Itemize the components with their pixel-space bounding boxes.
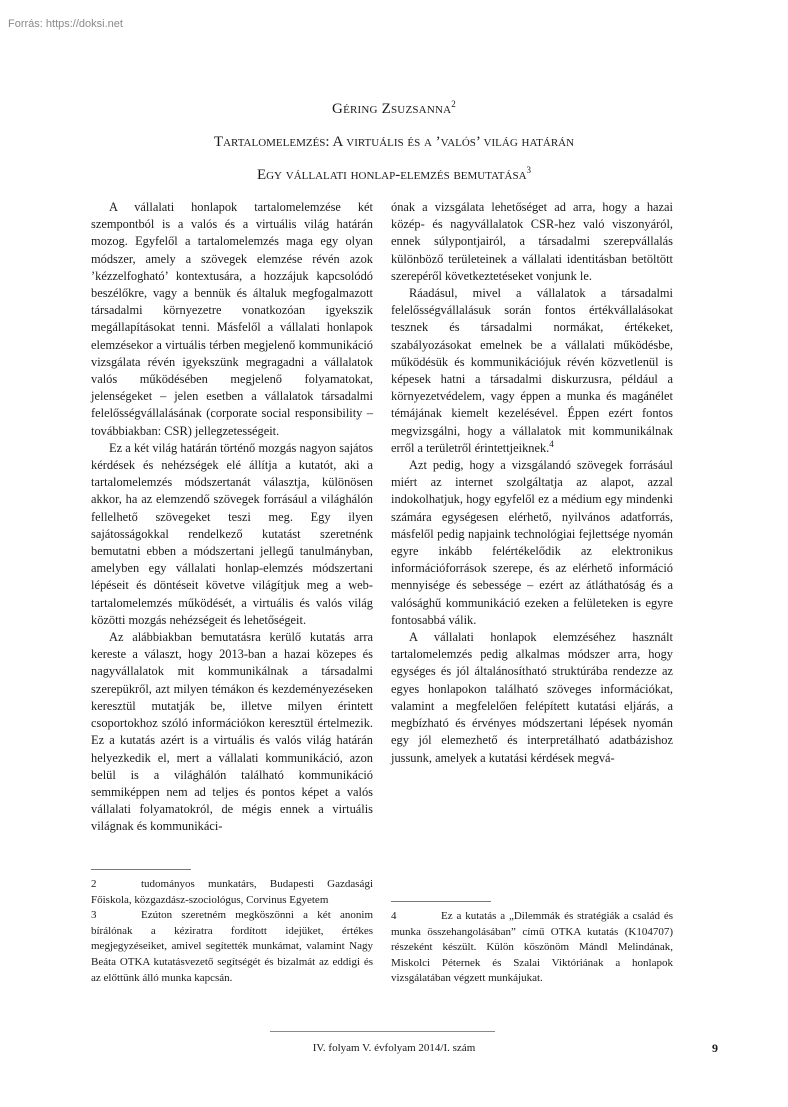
right-column [391,199,673,767]
footnotes-right [391,909,673,987]
footer-divider [270,1031,495,1032]
subtitle-note-marker: 3 [526,165,532,175]
journal-footer: IV. folyam V. évfolyam 2014/I. szám [312,1042,476,1054]
page-number: 9 [712,1041,718,1055]
footnote-4-number: 4 [391,910,397,922]
right-paragraph-4: A vállalati honlapok elemzéséhez használt tartalomelemzés pedig alkalmas módszer arra, hogy egységes és jól általánosítható struktúrába rendezze az egyes honlapokon található szöveges információkat, valamint a megfelelően felépített kutatási eljárás, a megbízható és érvényes módszertani lépések nyomán egy jól elemezhető és interpretálható adatbázishoz jussunk, amelyek a kutatási kérdések megvá- [391,630,673,765]
right-paragraph-1: ónak a vizsgálata lehetőséget ad arra, hogy a hazai közép- és nagyvállalatok CSR-hez való viszonyáról, ennek súlypontjairól, a társadalmi szerepvállalás különböző területeinek a vállalati identitásban betöltött szerepéről következtetéseket vonjunk le. [391,200,673,283]
footnote-divider-left [91,869,191,870]
author-name: Géring Zsuzsanna$^2$ [332,99,456,117]
article-title: Tartalomelemzés: A virtuális és a ’valós’ világ határán [213,134,575,150]
footnote-4: 4 Ez a kutatás a „Dilemmák és stratégiák a család és munka összehangolásában” című OTKA kutatás (K104707) részeként készült. Külön köszönöm Mándl Melindának, Miskolci Péternek és Szalai Viktóriának a honlapok vizsgálatában végzett munkájukat. [391,910,673,985]
article-subtitle: Egy vállalati honlap-elemzés bemutatása$^3$ [256,165,532,183]
left-column [91,199,373,836]
footnotes-left [91,877,373,986]
source-label: Forrás: https://doksi.net [8,18,123,30]
left-paragraph-3: Az alábbiakban bemutatásra kerülő kutatás arra kereste a választ, hogy 2013-ban a hazai közepes és nagyvállalatok mit kommunikálnak a társadalmi szerepükről, azt milyen témákon és kezdeményezéseken keresztül mutatják be, illetve milyen érintett csoportokhoz szóló információkon keresztül értelmezik. Ez a kutatás azért is a virtuális és valós világ határán helyezkedik el, mert a vállalati kommunikáció, azon belül is a világhálón található kommunikáció semmiképpen nem ad teljes és pontos képet a valós vállalati folyamatokról, de mégis ennek a virtuális világnak és kommunikáci- [91,630,373,834]
footnote-divider-right [391,901,491,902]
right-paragraph-2: Ráadásul, mivel a vállalatok a társadalmi felelősségvállalásuk során fontos értékvállalásokat tesznek és társadalmi normákat, értékeket, szabályozásokat emelnek be a vállalati működésbe, működésük és kommunikációjuk révén közvetlenül is képesek hatni a társadalmi diskurzusra, például a környezetvédelem, vagy éppen a munka és magánélet témájának kiemelt kezelésével. Éppen ezért fontos megvizsgálni, hogy a vállalatok mit kommunikálnak erről a területről érintettjeiknek.$^4$ [391,286,673,455]
footnote-3: 3 Ezúton szeretném megköszönni a két anonim bírálónak a kéziratra fordított idejüket, értékes megjegyzéseiket, amivel segítették munkámat, valamint Nagy Beáta OTKA kutatásvezető segítségét és bizalmát az eddigi és az előttünk álló munka kapcsán. [91,909,373,984]
footnote-2-number: 2 [91,878,97,890]
author-note-marker: 2 [451,99,456,109]
footnote-3-number: 3 [91,909,97,922]
left-paragraph-1: A vállalati honlapok tartalomelemzése két szempontból is a valós és a virtuális világ határán mozog. Egyfelől a tartalomelemzés maga egy olyan módszer, amely a szövegek elemzése révén azok ’kézzelfogható’ kontextusára, a hozzájuk kapcsolódó beszélőkre, vagy a bennük és általuk megfogalmazott társadalmi környezetre vonatkozóan igyekszik megállapításokat tenni. Másfelől a vállalati honlapok elemzésekor a virtuális térben megjelenő kommunikáció vizsgálata révén igyekszünk megragadni a vállalatok valós működésében megjelenő folyamatokat, jelenségeket – jelen esetben a vállalatok társadalmi felelősségvállalásának (corporate social responsibility – továbbiakban: CSR) jellegzetességeit. [91,200,373,438]
right-paragraph-3: Azt pedig, hogy a vizsgálandó szövegek forrásául miért az internet szolgáltatja az alapot, azzal indokolhatjuk, hogy egyfelől ez a médium egy mindenki számára egységesen elérhető, nyilvános adatforrás, másfelől pedig napjaink technológiai fejlettsége nyomán egyre inkább felértékelődik az elektronikus információforrások szerepe, és az elérhető információ mennyisége és sebessége – ezért az átláthatóság és a valósághű kommunikáció ezeken a felületeken is egyre fontosabbá válik. [391,458,673,627]
footnote-4-marker: 4 [549,438,554,449]
left-paragraph-2: Ez a két világ határán történő mozgás nagyon sajátos kérdések és nehézségek elé állítja a kutatót, aki a tartalomelemzés módszertanát választja, különösen akkor, ha az elemzendő szövegek forrásául a világhálón fellelhető szövegeket teszi meg. Egy ilyen sajátosságokkal rendelkező kutatást szeretnénk bemutatni ebben a módszertani jellegű tanulmányban, amelyben egy vállalati honlap-elemzés módszertani lépéseit és döntéseit követve világítjuk meg a web-tartalomelemzés működését, a virtuális és valós világ közötti mozgás nehézségeit és lehetőségeit. [91,440,373,627]
footnote-2: 2 tudományos munkatárs, Budapesti Gazdasági Főiskola, közgazdász-szociológus, Corvinus Egyetem [91,878,373,906]
